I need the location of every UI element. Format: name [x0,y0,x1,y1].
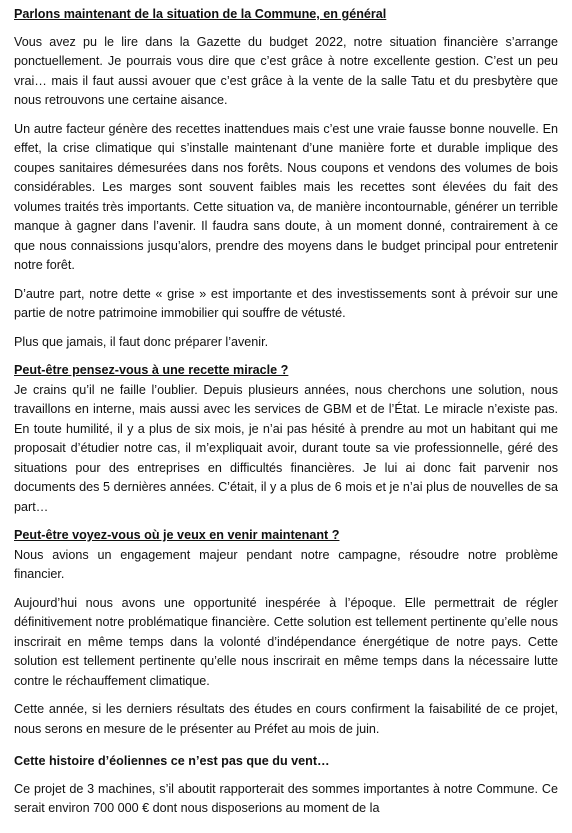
section-eoliennes [14,752,558,819]
section-recette-miracle [14,361,558,517]
section-heading: Cette histoire d’éoliennes ce n’est pas que du vent… [14,754,330,768]
section-heading: Parlons maintenant de la situation de la Commune, en général [14,7,387,21]
paragraph: Vous avez pu le lire dans la Gazette du budget 2022, notre situation financière s’arrange ponctuellement. Je pourrais vous dire que c’est grâce à notre excellente gestion. C’est un peu vrai… mais il faut aussi avouer que c’est grâce à la vente de la salle Tatu et du presbytère que nous retrouvons une certaine aisance. [14,34,558,107]
paragraph: Ce projet de 3 machines, s’il aboutit rapporterait des sommes importantes à notre Commune. Ce serait environ 700 000 € dont nous disposerions au moment de la [14,781,558,815]
section-en-venir [14,526,558,739]
paragraph: Aujourd’hui nous avons une opportunité inespérée à l’époque. Elle permettrait de régler définitivement notre problématique financière. Cette solution est tellement pertinente qu’elle nous inscrirait en même temps dans la volonté d’indépendance énergétique de notre pays. Cette solution est tellement pertinente qu’elle nous inscrirait en même temps dans la nécessaire lutte contre le réchauffement climatique. [14,595,558,688]
section-heading: Peut-être pensez-vous à une recette miracle ? [14,363,289,377]
paragraph: Plus que jamais, il faut donc préparer l’avenir. [14,334,269,349]
paragraph: D’autre part, notre dette « grise » est importante et des investissements sont à prévoir sur une partie de notre patrimoine immobilier qui souffre de vétusté. [14,286,558,320]
paragraph: Un autre facteur génère des recettes inattendues mais c’est une vraie fausse bonne nouvelle. En effet, la crise climatique qui s’installe maintenant d’une manière forte et durable implique des coupes sanitaires démesurées dans nos forêts. Nous coupons et vendons des volumes de bois considérables. Les marges sont souvent faibles mais les recettes sont élevées du fait des volumes traités très importants. Cette situation va, de manière incontournable, générer un terrible manque à gagner dans l’avenir. Il faudra sans doute, à un moment donné, contrairement à ce que nous connaissions jusqu’alors, prendre des moyens dans le budget principal pour entretenir notre forêt. [14,121,558,272]
section-situation-commune [14,5,558,352]
paragraph: Cette année, si les derniers résultats des études en cours confirment la faisabilité de ce projet, nous serons en mesure de le présenter au Préfet au mois de juin. [14,702,558,736]
paragraph: Nous avions un engagement majeur pendant notre campagne, résoudre notre problème financier. [14,547,558,581]
section-heading: Peut-être voyez-vous où je veux en venir maintenant ? [14,528,340,542]
paragraph: Je crains qu’il ne faille l’oublier. Depuis plusieurs années, nous cherchons une solution, nous travaillons en interne, mais aussi avec les services de GBM et de l’État. Le miracle n’existe pas. En toute humilité, il y a plus de six mois, je n’ai pas hésité à prendre au mot un habitant qui me proposait d’étudier notre cas, il m’expliquait avoir, durant toute sa vie professionnelle, géré des situations pour des entreprises en difficultés financières. Je lui ai donc fait parvenir nos documents des 5 dernières années. C’était, il y a plus de 6 mois et je n’ai plus de nouvelles de sa part… [14,382,558,514]
